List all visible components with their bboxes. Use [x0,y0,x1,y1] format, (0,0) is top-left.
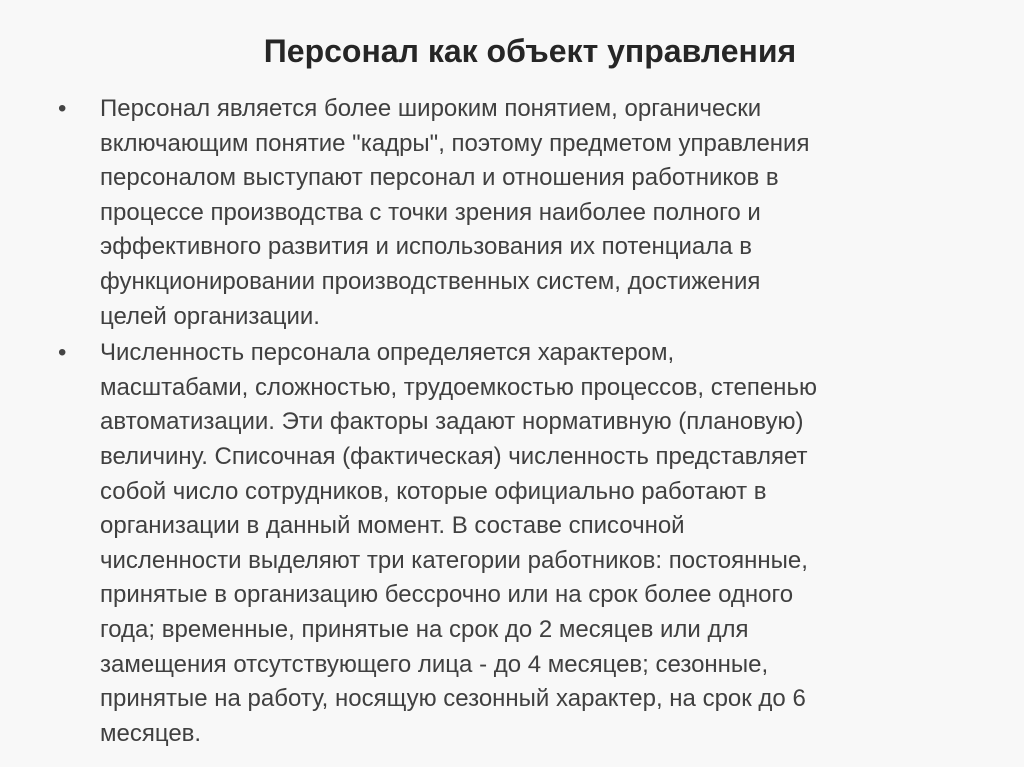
text-line: Персонал является более широким понятием, органически [100,95,762,122]
text-line: месяцев. [100,719,202,747]
text-line: эффективного развития и использования их потенциала в [100,233,753,261]
bullet-marker: • [58,339,67,367]
text-line: включающим понятие "кадры", поэтому предметом управления [100,129,810,157]
bullet-marker: • [58,95,67,122]
text-line: автоматизации. Эти факторы задают нормативную (плановую) [100,408,804,436]
bullet-item-headcount [58,336,1004,751]
text-line: собой число сотрудников, которые официально работают в [100,477,767,505]
text-line: замещения отсутствующего лица - до 4 месяцев; сезонные, [100,650,769,678]
text-line: принятые в организацию бессрочно или на срок более одного [100,581,794,609]
text-line: функционировании производственных систем, достижения [100,267,761,295]
bullet-list [58,92,1004,753]
text-line: величину. Списочная (фактическая) численность представляет [100,442,808,470]
text-line: процессе производства с точки зрения наиболее полного и [100,198,761,226]
text-line: Численность персонала определяется характером, [100,339,675,367]
text-line: принятые на работу, носящую сезонный характер, на срок до 6 [100,685,806,713]
text-line: организации в данный момент. В составе списочной [100,512,685,540]
text-line: масштабами, сложностью, трудоемкостью процессов, степенью [100,373,817,401]
text-line: года; временные, принятые на срок до 2 месяцев или для [100,615,749,643]
slide-title: Персонал как объект управления [263,33,797,70]
text-line: численности выделяют три категории работников: постоянные, [100,546,808,574]
bullet-item-personnel-definition [58,92,1004,334]
text-line: целей организации. [100,302,320,330]
bullet-text-headcount [100,336,1004,751]
bullet-text-personnel-definition [100,92,1004,334]
text-line: персоналом выступают персонал и отношения работников в [100,164,779,192]
